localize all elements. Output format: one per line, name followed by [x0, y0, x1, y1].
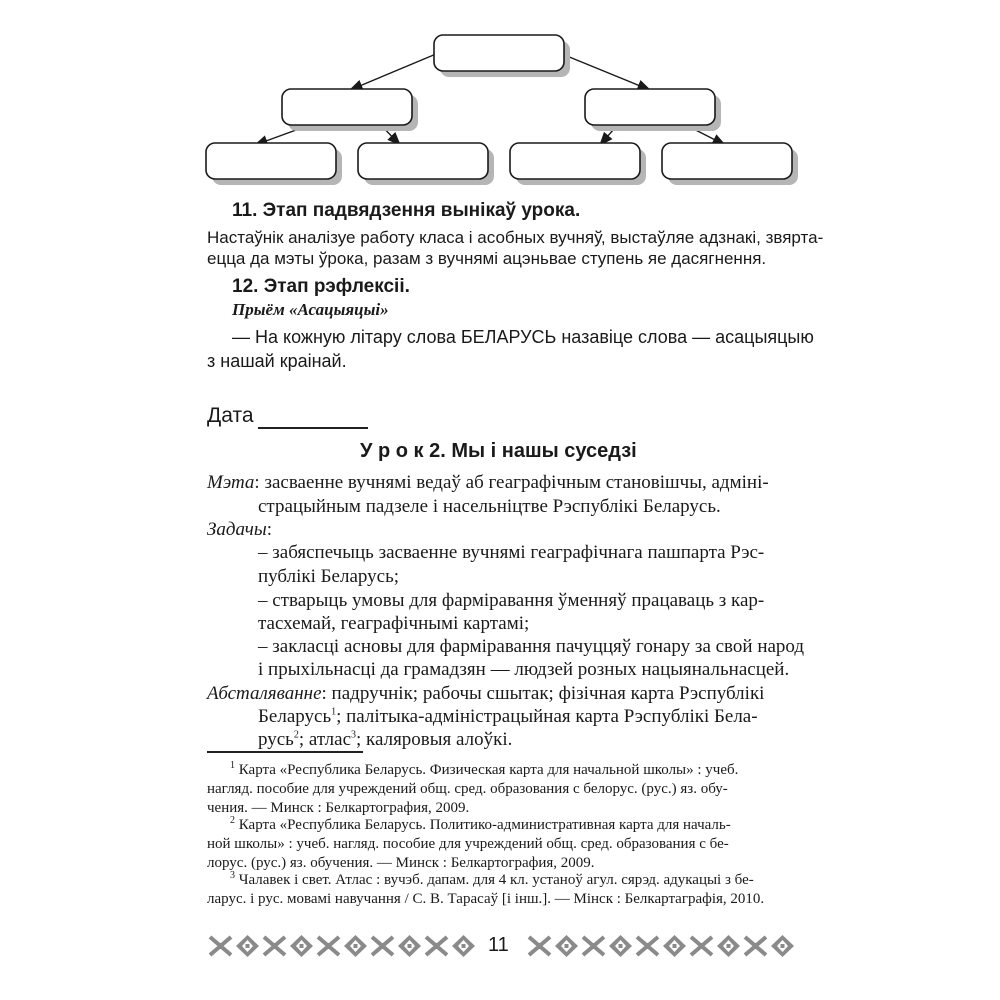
ornament-cross-icon [742, 934, 769, 958]
ornament-diamond-icon [288, 934, 315, 958]
footnote-1-line-2: нагляд. пособие для учреждений общ. сред. образования с белорус. (рус.) яз. обу- [207, 781, 728, 797]
section-11-line-1: Настаўнік аналізуе работу класа і асобных вучняў, выстаўляе адзнакі, звярта- [207, 228, 824, 247]
task-line-1: – забяспечыць засваенне вучнямі геаграфічнага пашпарта Рэс- [258, 542, 765, 563]
lesson-title-text: 2. Мы і нашы суседзі [423, 440, 637, 462]
equipment-line-2: Беларусь$^1$; палітыка-адміністрацыйная карта Рэспублікі Бела- [258, 706, 758, 727]
lesson-goal-line-1 [207, 472, 769, 494]
diagram-box-leaf-1 [206, 143, 336, 179]
ornament-right [526, 934, 796, 958]
diagram-box-root [434, 35, 564, 71]
ornament-diamond-icon [715, 934, 742, 958]
tree-diagram [0, 0, 1000, 200]
diagram-box-left [282, 89, 412, 125]
ornament-cross-icon [261, 934, 288, 958]
task-line-4: тасхемай, геаграфічнымі картамі; [258, 613, 530, 634]
footnote-2-line-1: $^2$ Карта «Республика Беларусь. Политико-административная карта для началь- [230, 815, 731, 833]
section-11-title: 11. Этап падвядзення вынікаў урока. [232, 200, 581, 221]
ornament-cross-icon [369, 934, 396, 958]
equipment-line-1: Абсталяванне: падручнік; рабочы сшытак; фізічная карта Рэспублікі [207, 683, 765, 704]
ornament-cross-icon [207, 934, 234, 958]
goal-label: Мэта [207, 472, 255, 493]
section-12-line-1: — На кожную літару слова БЕЛАРУСЬ назавіце слова — асацыяцыю [232, 327, 814, 347]
ornament-diamond-icon [607, 934, 634, 958]
footnote-ref-2: 2 [293, 729, 299, 741]
lesson-title-spaced: У р о к [360, 440, 424, 462]
ornament-cross-icon [423, 934, 450, 958]
footnote-ref-1: 1 [331, 706, 337, 718]
task-line-2: публікі Беларусь; [258, 566, 400, 587]
ornament-cross-icon [315, 934, 342, 958]
footnote-2-line-2: ной школы» : учеб. нагляд. пособие для учреждений общ. сред. образования с бе- [207, 836, 729, 852]
lesson-title [360, 440, 637, 463]
ornament-diamond-icon [234, 934, 261, 958]
footnote-2-line-3: лорус. (рус.) яз. обучения. — Минск : Белкартография, 2009. [207, 855, 595, 871]
date-blank-line [258, 427, 368, 429]
ornament-cross-icon [634, 934, 661, 958]
equipment-line-3: русь$^2$; атлас$^3$; каляровыя алоўкі. [258, 729, 513, 750]
diagram-box-right [585, 89, 715, 125]
tasks-label: Задачы [207, 519, 267, 540]
ornament-diamond-icon [769, 934, 796, 958]
page-number: 11 [488, 934, 509, 956]
equipment-label: Абсталяванне [207, 683, 322, 704]
ornament-cross-icon [580, 934, 607, 958]
ornament-diamond-icon [396, 934, 423, 958]
section-12-line-2: з нашай краінай. [207, 351, 347, 371]
section-12-subtitle: Прыём «Асацыяцыі» [232, 300, 389, 319]
footnote-separator [207, 751, 363, 753]
ornament-cross-icon [688, 934, 715, 958]
footnote-1-line-3: чения. — Минск : Белкартография, 2009. [207, 800, 470, 816]
diagram-box-leaf-4 [662, 143, 792, 179]
lesson-goal-line-2: страцыйным падзеле і насельніцтве Рэспублікі Беларусь. [258, 496, 721, 517]
goal-text-1: : засваенне вучнямі ведаў аб геаграфічным становішчы, адміні- [254, 472, 769, 493]
date-label: Дата [207, 404, 254, 427]
ornament-left [207, 934, 477, 958]
task-line-3: – стварыць умовы для фарміравання ўменняў працаваць з кар- [258, 590, 765, 611]
lesson-tasks-heading: Задачы: [207, 519, 272, 540]
footnote-1-line-1: $^1$ Карта «Республика Беларусь. Физическая карта для начальной школы» : учеб. [230, 760, 739, 778]
footnote-ref-3: 3 [351, 729, 357, 741]
task-line-5: – закласці асновы для фарміравання пачуццяў гонару за свой народ [258, 636, 805, 657]
footnote-3-line-1: $^3$ Чалавек і свет. Атлас : вучэб. дапам. для 4 кл. устаноў агул. сярэд. адукацыі з бе- [230, 870, 754, 888]
ornament-diamond-icon [553, 934, 580, 958]
diagram-box-leaf-3 [510, 143, 640, 179]
section-11-line-2: ецца да мэты ўрока, разам з вучнямі ацэньвае ступень яе дасягнення. [207, 249, 767, 268]
ornament-diamond-icon [342, 934, 369, 958]
ornament-diamond-icon [450, 934, 477, 958]
diagram-box-leaf-2 [358, 143, 488, 179]
ornament-cross-icon [526, 934, 553, 958]
section-12-title: 12. Этап рэфлексіі. [232, 276, 410, 297]
footnote-3-line-2: ларус. і рус. мовамі навучання / С. В. Тарасаў [і інш.]. — Мінск : Белкартаграфія, 2010. [207, 891, 765, 907]
task-line-6: і прыхільнасці да грамадзян — людзей розных нацыянальнасцей. [258, 659, 790, 680]
ornament-diamond-icon [661, 934, 688, 958]
